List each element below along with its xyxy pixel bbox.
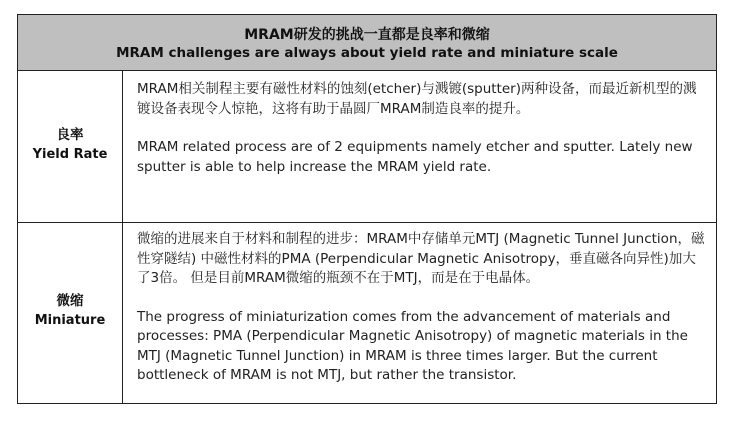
label-en: Yield Rate <box>32 147 108 162</box>
label-en: Miniature <box>34 313 106 328</box>
content-en: MRAM related process are of 2 equipments namely etcher and sputter. Lately new sputter is able to help increase the MRAM yield rate. <box>137 139 693 175</box>
header-title-en: MRAM challenges are always about yield rate and miniature scale <box>116 45 618 61</box>
row-content-yield-rate <box>123 71 716 223</box>
header-title-zh: MRAM研发的挑战一直都是良率和微缩 <box>244 27 490 43</box>
row-label-miniature <box>18 223 123 403</box>
content-en: The progress of miniaturization comes from the advancement of materials and processes: PMA (Perpendicular Magnetic Anisotropy) of magnetic materials in the MTJ (Magnetic Tunnel Junction) in MRAM is three times larger. But the current bottleneck of MRAM is not MTJ, but rather the transistor. <box>137 308 688 383</box>
row-content-miniature <box>123 223 716 403</box>
row-label-yield-rate <box>18 71 123 223</box>
table-header <box>18 15 716 71</box>
content-zh: MRAM相关制程主要有磁性材料的蚀刻(etcher)与溅镀(sputter)两种设备，而最近新机型的溅镀设备表现令人惊艳，这将有助于晶圆厂MRAM制造良率的提升。 <box>137 81 697 117</box>
content-zh: 微缩的进展来自于材料和制程的进步：MRAM中存储单元MTJ (Magnetic Tunnel Junction，磁性穿隧结) 中磁性材料的PMA (Perpendicular Magnetic Anisotropy，垂直磁各向异性)加大了3倍。 但是目前MRAM微缩的瓶颈不在于MTJ，而是在于电晶体。 <box>137 231 705 286</box>
comparison-table <box>17 14 717 404</box>
label-zh: 良率 <box>56 127 84 143</box>
label-zh: 微缩 <box>56 293 84 309</box>
